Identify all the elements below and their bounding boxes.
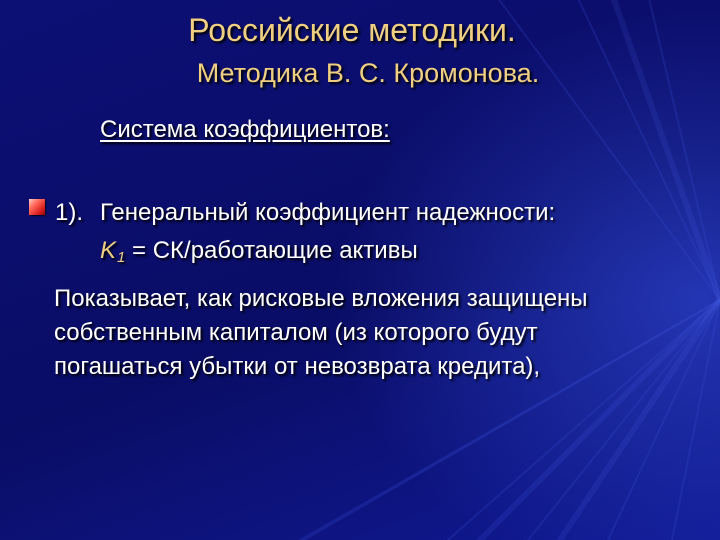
description-line: погашаться убытки от невозврата кредита), (54, 353, 541, 380)
description-line: Показывает, как рисковые вложения защищены (54, 285, 588, 312)
item-text: Генеральный коэффициент надежности: (100, 199, 556, 226)
section-heading: Система коэффициентов: (100, 116, 390, 143)
description-line: собственным капиталом (из которого будут (54, 319, 538, 346)
slide-subtitle: Методика В. С. Кромонова. (196, 58, 540, 88)
description-paragraph (54, 282, 588, 384)
formula-symbol (100, 237, 125, 264)
formula-symbol-index: 1 (117, 249, 126, 266)
item-number: 1). (55, 199, 84, 226)
formula-symbol-letter: K (100, 237, 117, 264)
formula-expression: = СК/работающие активы (125, 237, 418, 264)
bullet-square-icon (29, 199, 45, 215)
slide-title: Российские методики. (188, 12, 516, 48)
formula (100, 234, 418, 270)
